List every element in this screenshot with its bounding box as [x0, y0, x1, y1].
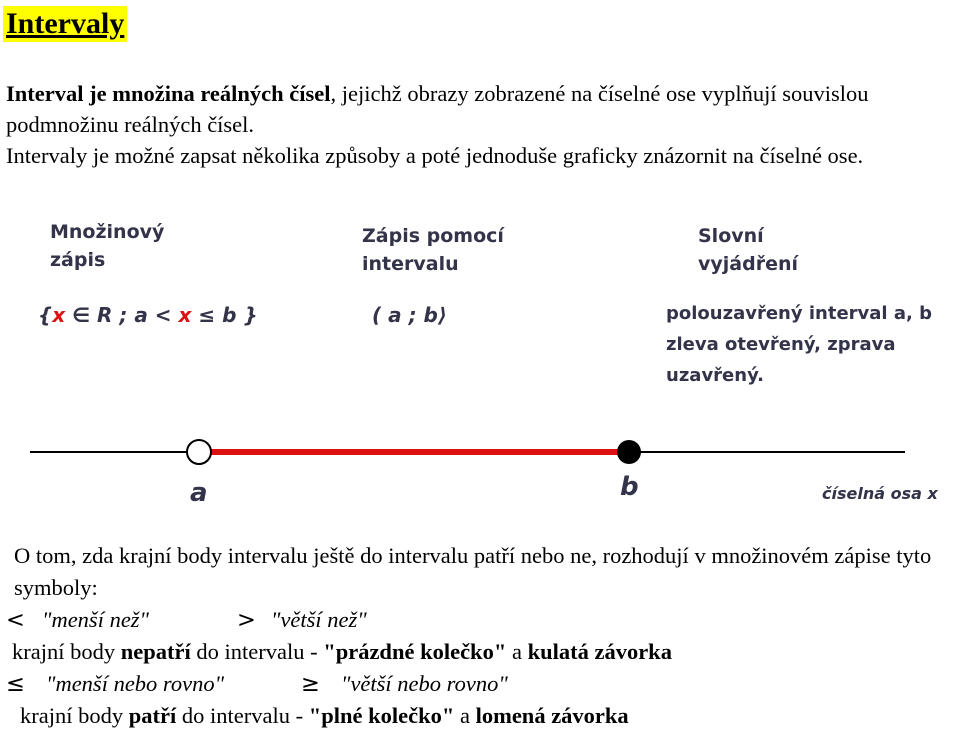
intro-sentence2: Intervaly je možné zapsat několika způsoby a poté jednoduše graficky znázornit na číselné ose. [6, 143, 864, 168]
ge-text: "větší nebo rovno" [341, 671, 508, 696]
page-title: Intervaly [3, 6, 127, 42]
less-text: "menší než" [42, 607, 150, 632]
le-symbol: ≤ [6, 671, 25, 697]
label-b: b [620, 472, 639, 502]
col2-header [362, 222, 504, 278]
intro-rest: , jejichž obrazy zobrazené na číselné ose vyplňují souvislou podmnožinu reálných čísel. [6, 81, 869, 137]
set-var-x1: x [52, 303, 66, 327]
set-mid: ∈ R ; a < [65, 303, 179, 327]
rule1 [6, 636, 956, 668]
rule1-f: kulatá závorka [527, 639, 672, 664]
rule1-d: "prázdné kolečko" [323, 639, 507, 664]
intro-paragraph [6, 78, 946, 171]
greater-symbol: > [237, 607, 256, 633]
intro-bold-term: Interval je množina reálných čísel [6, 81, 331, 106]
col2-header-line1: Zápis pomocí [362, 225, 504, 247]
col1-header-line2: zápis [50, 249, 106, 271]
rule2-c: do intervalu - [176, 703, 309, 728]
open-endpoint-a [187, 440, 211, 464]
col2-header-line2: intervalu [362, 253, 459, 275]
col1-header-line1: Množinový [50, 221, 165, 243]
ge-symbol: ≥ [301, 671, 320, 697]
le-text: "menší nebo rovno" [46, 671, 225, 696]
rule2-f: lomená závorka [475, 703, 629, 728]
rule1-e: a [506, 639, 528, 664]
col3-header-line1: Slovní [698, 225, 764, 247]
body-paragraph [6, 540, 956, 732]
closed-endpoint-b [617, 440, 641, 464]
rule2-d: "plné kolečko" [308, 703, 455, 728]
set-var-x2: x [178, 303, 192, 327]
greater-text: "větší než" [271, 607, 367, 632]
interval-notation: ( a ; b⟩ [372, 303, 447, 327]
rule1-c: do intervalu - [190, 639, 324, 664]
rule2-e: a [454, 703, 476, 728]
desc-line1: polouzavřený interval a, b [666, 303, 932, 324]
set-brace-open: { [38, 303, 53, 327]
rule1-b: nepatří [120, 639, 191, 664]
body-line1: O tom, zda krajní body intervalu ještě do intervalu patří nebo ne, rozhodují v množinovém zápise tyto symboly: [14, 543, 932, 600]
col1-header [50, 218, 164, 274]
rule2-a: krajní body [20, 703, 129, 728]
set-notation [38, 303, 258, 327]
col3-header [698, 222, 798, 278]
rule1-a: krajní body [12, 639, 121, 664]
axis-label: číselná osa x [822, 484, 938, 503]
rule2 [6, 700, 956, 732]
desc-line3: uzavřený. [666, 365, 764, 386]
rule2-b: patří [128, 703, 177, 728]
set-end: ≤ b } [191, 303, 258, 327]
number-line [0, 420, 960, 500]
less-symbol: < [6, 607, 25, 633]
verbal-description [666, 298, 956, 391]
label-a: a [190, 478, 208, 508]
desc-line2: zleva otevřený, zprava [666, 334, 896, 355]
symbols-line-nonstrict [6, 668, 956, 700]
symbols-line-strict [6, 604, 956, 636]
col3-header-line2: vyjádření [698, 253, 799, 275]
